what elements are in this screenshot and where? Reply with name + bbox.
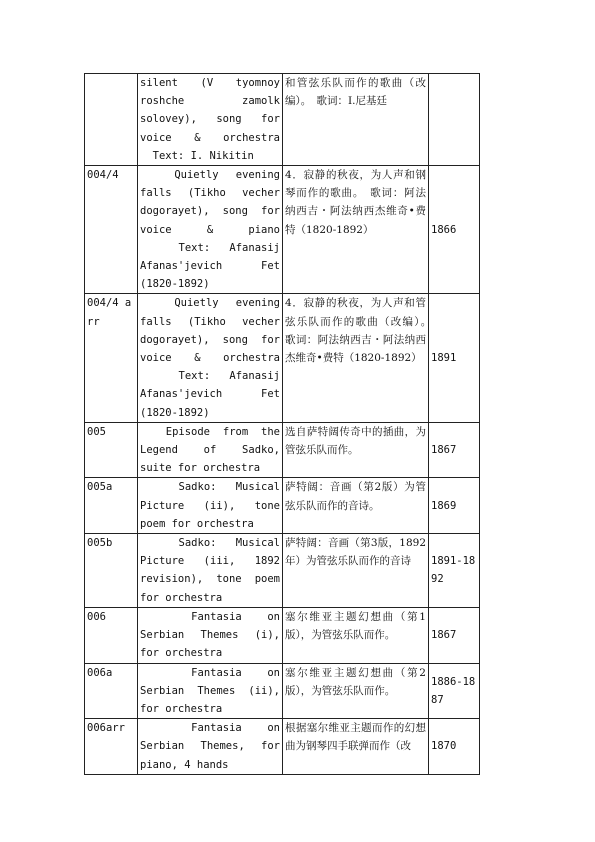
english-title-line: Fantasia on (140, 666, 280, 679)
english-title-line: for orchestra (140, 702, 223, 715)
english-title-line: Afanas'jevich Fet (140, 388, 280, 401)
year-cell: 1886-1887 (429, 663, 480, 719)
english-title-line: Serbian Themes (ii), (140, 684, 280, 697)
table-row (85, 422, 480, 478)
english-title-line: silent (V tyomnoy (140, 77, 280, 89)
catalog-number-cell: 005 (85, 422, 138, 478)
english-title-line: Quietly evening (140, 169, 280, 182)
year-cell (429, 74, 480, 166)
english-title-line: piano, 4 hands (140, 758, 229, 771)
english-title-line: revision), tone poem (140, 573, 280, 586)
catalog-number-cell: 006a (85, 663, 138, 719)
english-title-line: for orchestra (140, 591, 223, 604)
english-title-line: Sadko: Musical (140, 537, 280, 550)
catalog-number-cell: 006 (85, 607, 138, 663)
english-title-cell (138, 719, 283, 775)
english-title-line: falls (Tikho vecher (140, 187, 280, 200)
english-title-line: voice & orchestra (140, 131, 280, 144)
english-title-line: Legend of Sadko, (140, 444, 280, 457)
chinese-description-cell: 萨特阔：音画（第2版）为管弦乐队而作的音诗。 (283, 478, 429, 534)
chinese-description-cell: 选自萨特阔传奇中的插曲，为管弦乐队而作。 (283, 422, 429, 478)
catalog-number-cell: 004/4 arr (85, 294, 138, 422)
chinese-description-cell: 塞尔维亚主题幻想曲（第2版），为管弦乐队而作。 (283, 663, 429, 719)
table-row (85, 663, 480, 719)
english-title-line: Text: Afanasij (140, 370, 280, 383)
chinese-description-cell: 塞尔维亚主题幻想曲（第1版），为管弦乐队而作。 (283, 607, 429, 663)
year-cell: 1867 (429, 607, 480, 663)
english-title-line: Serbian Themes, for (140, 740, 280, 753)
table-row (85, 607, 480, 663)
chinese-description-cell: 4．寂静的秋夜，为人声和钢琴而作的歌曲。 歌词：阿法纳西吉・阿法纳西杰维奇•费特（1820-1892） (283, 166, 429, 294)
english-title-line: Quietly evening (140, 297, 280, 310)
english-title-line: Episode from the (140, 425, 280, 438)
english-title-line: poem for orchestra (140, 517, 254, 530)
english-title-cell (138, 422, 283, 478)
table-row (85, 294, 480, 422)
table-row (85, 478, 480, 534)
english-title-line: Serbian Themes (i), (140, 629, 280, 642)
year-cell: 1891 (429, 294, 480, 422)
catalog-number-cell: 006arr (85, 719, 138, 775)
english-title-line: Picture (iii, 1892 (140, 555, 280, 568)
english-title-line: Text: Afanasij (140, 241, 280, 254)
chinese-description-cell: 根据塞尔维亚主题而作的幻想曲为钢琴四手联弹而作（改 (283, 719, 429, 775)
chinese-description-cell: 和管弦乐队而作的歌曲（改编）。 歌词：I.尼基廷 (283, 74, 429, 166)
table-row (85, 74, 480, 166)
english-title-cell (138, 663, 283, 719)
english-title-line: roshche zamolk (140, 95, 280, 108)
chinese-description-cell: 4．寂静的秋夜，为人声和管弦乐队而作的歌曲（改编）。 歌词：阿法纳西吉・阿法纳西杰维奇•费特（1820-1892） (283, 294, 429, 422)
year-cell: 1867 (429, 422, 480, 478)
english-title-line: suite for orchestra (140, 462, 261, 475)
english-title-line: Fantasia on (140, 610, 280, 623)
english-title-cell (138, 294, 283, 422)
year-cell: 1869 (429, 478, 480, 534)
english-title-cell (138, 478, 283, 534)
english-title-line: voice & piano (140, 223, 280, 236)
catalog-number-cell: 005b (85, 534, 138, 608)
english-title-line: Afanas'jevich Fet (140, 260, 280, 273)
table-row (85, 166, 480, 294)
english-title-cell (138, 74, 283, 166)
english-title-line: voice & orchestra (140, 352, 280, 365)
english-title-line: dogorayet), song for (140, 333, 280, 346)
english-title-line: (1820-1892) (140, 278, 210, 291)
table-row (85, 534, 480, 608)
english-title-line: Sadko: Musical (140, 481, 280, 494)
english-title-line: falls (Tikho vecher (140, 315, 280, 328)
works-catalog-table (84, 73, 480, 775)
chinese-description-cell: 萨特阔：音画（第3版，1892年）为管弦乐队而作的音诗 (283, 534, 429, 608)
catalog-number-cell: 004/4 (85, 166, 138, 294)
english-title-cell (138, 607, 283, 663)
table-row (85, 719, 480, 775)
english-title-line: Fantasia on (140, 722, 280, 735)
year-cell: 1866 (429, 166, 480, 294)
english-title-cell (138, 534, 283, 608)
catalog-number-cell (85, 74, 138, 166)
year-cell: 1891-1892 (429, 534, 480, 608)
year-cell: 1870 (429, 719, 480, 775)
english-title-cell (138, 166, 283, 294)
english-title-line: (1820-1892) (140, 406, 210, 419)
english-title-line: for orchestra (140, 647, 223, 660)
english-title-line: dogorayet), song for (140, 205, 280, 218)
english-title-line: solovey), song for (140, 113, 280, 126)
catalog-number-cell: 005a (85, 478, 138, 534)
english-title-line: Text: I. Nikitin (140, 149, 254, 162)
english-title-line: Picture (ii), tone (140, 499, 280, 512)
